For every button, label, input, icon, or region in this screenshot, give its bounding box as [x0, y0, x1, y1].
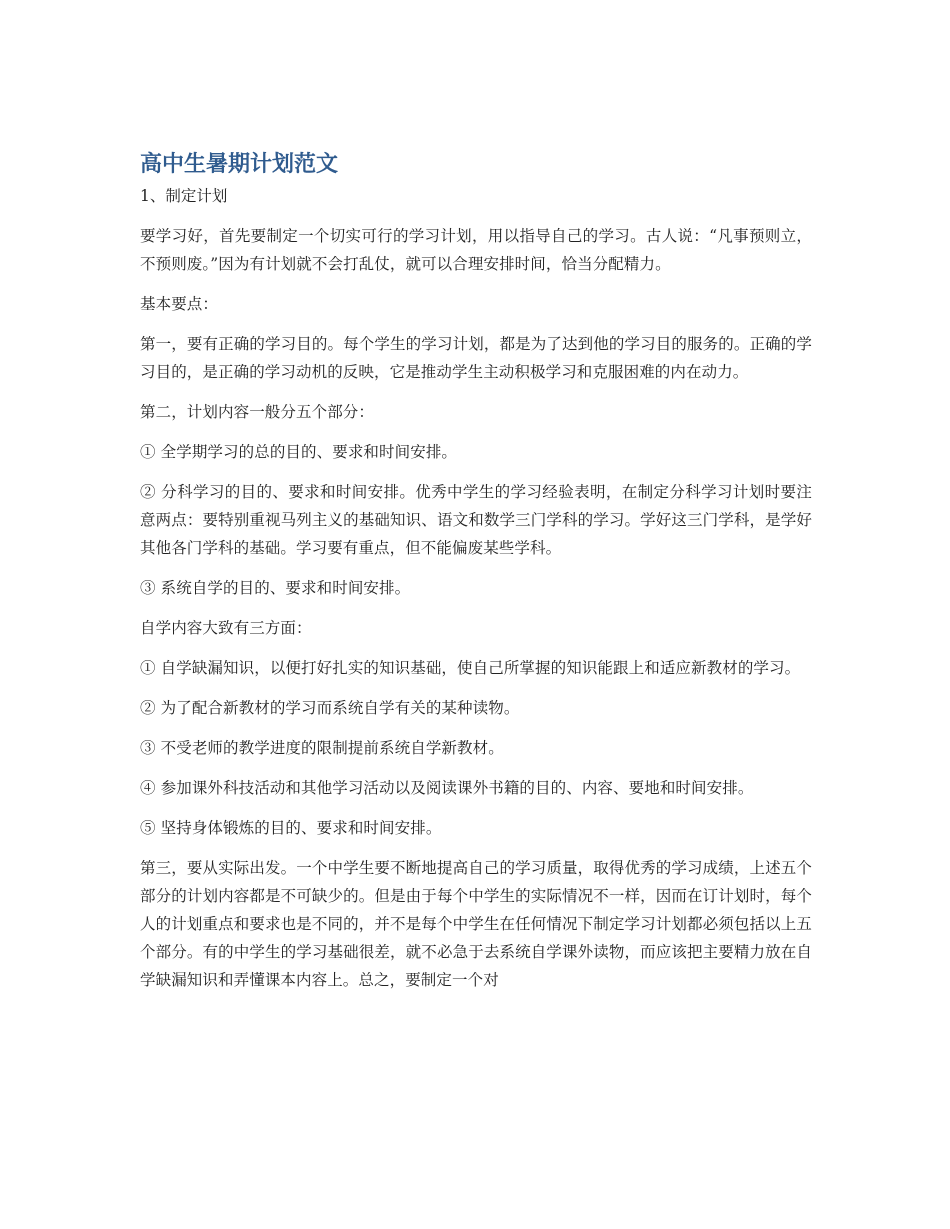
- paragraph-point-two: 第二，计划内容一般分五个部分：: [140, 403, 375, 421]
- document-body: [140, 222, 812, 994]
- paragraph-intro: 要学习好，首先要制定一个切实可行的学习计划，用以指导自己的学习。古人说：“凡事预则立，不预则废。”因为有计划就不会打乱仗，就可以合理安排时间，恰当分配精力。: [140, 227, 812, 273]
- list-item-plan-3: ③ 系统自学的目的、要求和时间安排。: [140, 579, 411, 597]
- paragraph-key-points-label: 基本要点：: [140, 295, 219, 313]
- list-item-plan-1: ① 全学期学习的总的目的、要求和时间安排。: [140, 443, 458, 461]
- list-item-self-study-3: ③ 不受老师的教学进度的限制提前系统自学新教材。: [140, 739, 504, 757]
- list-item-self-study-2: ② 为了配合新教材的学习而系统自学有关的某种读物。: [140, 699, 520, 717]
- paragraph-point-three: 第三，要从实际出发。一个中学生要不断地提高自己的学习质量，取得优秀的学习成绩，上述五个部分的计划内容都是不可缺少的。但是由于每个中学生的实际情况不一样，因而在订计划时，每个人的计划重点和要求也是不同的，并不是每个中学生在任何情况下制定学习计划都必须包括以上五个部分。有的中学生的学习基础很差，就不必急于去系统自学课外读物，而应该把主要精力放在自学缺漏知识和弄懂课本内容上。总之，要制定一个对: [140, 859, 812, 989]
- list-item-self-study-1: ① 自学缺漏知识，以便打好扎实的知识基础，使自己所掌握的知识能跟上和适应新教材的学习。: [140, 659, 801, 677]
- list-item-plan-4: ④ 参加课外科技活动和其他学习活动以及阅读课外书籍的目的、内容、要地和时间安排。: [140, 779, 754, 797]
- paragraph-self-study-label: 自学内容大致有三方面：: [140, 619, 312, 637]
- section-heading: 1、制定计划: [140, 187, 228, 205]
- paragraph-point-one: 第一，要有正确的学习目的。每个学生的学习计划，都是为了达到他的学习目的服务的。正确的学习目的，是正确的学习动机的反映，它是推动学生主动积极学习和克服困难的内在动力。: [140, 335, 812, 381]
- document-title: 高中生暑期计划范文: [140, 152, 339, 177]
- document-page: [140, 148, 812, 1006]
- list-item-plan-2: ② 分科学习的目的、要求和时间安排。优秀中学生的学习经验表明，在制定分科学习计划时要注意两点：要特别重视马列主义的基础知识、语文和数学三门学科的学习。学好这三门学科，是学好其他各门学科的基础。学习要有重点，但不能偏废某些学科。: [140, 483, 812, 557]
- list-item-plan-5: ⑤ 坚持身体锻炼的目的、要求和时间安排。: [140, 819, 442, 837]
